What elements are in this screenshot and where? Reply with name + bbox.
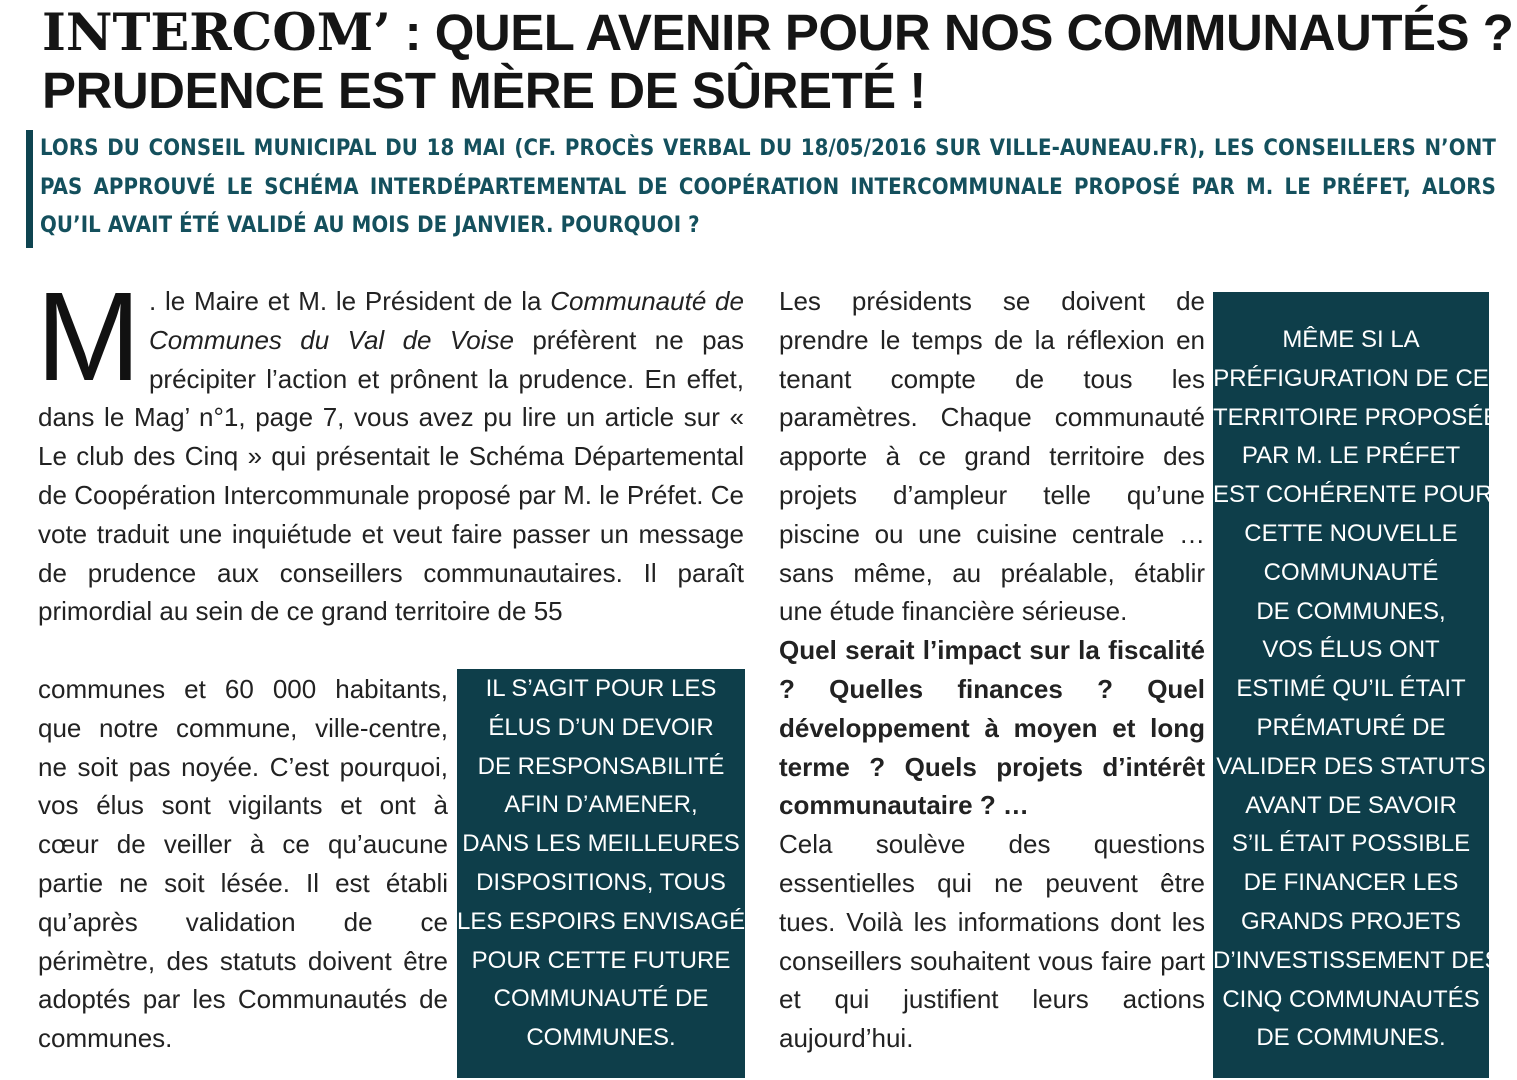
col1-narrow-text: communes et 60 000 habitants, que notre commune, ville-centre, ne soit pas noyée. C’est pourquoi, vos élus sont vigilants et ont à cœur de veiller à ce qu’aucune partie ne soit lésée. Il est établi qu’après validation de ce périmètre, des statuts doivent être adoptés par les Communautés de communes.	[38, 674, 448, 1054]
pull-quote-line: AFIN D’AMENER,	[504, 791, 698, 819]
col2-text-1: Les présidents se doivent de prendre le temps de la réflexion en tenant compte de tous les paramètres. Chaque communauté apporte à ce grand territoire des projets d’ampleur telle qu’une piscine ou une cuisine centrale … sans même, au préalable, établir une étude financière sérieuse.	[779, 286, 1205, 627]
pull-quote-line: GRANDS PROJETS	[1240, 907, 1462, 935]
title-line-1-rest: : QUEL AVENIR POUR NOS COMMUNAUTÉS ?	[390, 4, 1514, 61]
pull-quote-line: D’INVESTISSEMENT DES	[1213, 946, 1501, 974]
pull-quote-line: DISPOSITIONS, TOUS	[476, 868, 726, 896]
pull-quote-line: VALIDER DES STATUTS	[1216, 752, 1486, 780]
pull-quote-line: MÊME SI LA	[1282, 326, 1420, 353]
pull-quote-line: COMMUNAUTÉ	[1263, 558, 1439, 586]
column-1-top	[36, 266, 744, 631]
pull-quote-line: ESTIMÉ QU’IL ÉTAIT	[1236, 675, 1466, 703]
title-line-2: PRUDENCE EST MÈRE DE SÛRETÉ !	[42, 62, 926, 119]
column-1-bottom	[38, 670, 448, 1058]
pull-quote-line: POUR CETTE FUTURE	[471, 946, 731, 974]
title-line-1	[42, 3, 1514, 63]
pull-quote-box-2	[1213, 292, 1501, 1078]
col1-text-b: préfèrent ne pas précipiter l’action et prônent la prudence. En effet, dans le Mag’ n°1, page 7, vous avez pu lire un article sur « Le club des Cinq » qui présentait le Schéma Départemental de Coopération Intercommunale proposé par M. le Préfet. Ce vote traduit une inquiétude et veut faire passer un message de prudence aux conseillers communautaires. Il paraît primordial au sein de ce grand territoire de 55	[38, 324, 744, 627]
pull-quote-line: EST COHÉRENTE POUR	[1213, 481, 1493, 509]
pull-quote-line: VOS ÉLUS ONT	[1262, 636, 1440, 664]
pull-quote-line: AVANT DE SAVOIR	[1245, 791, 1457, 819]
article-title	[42, 3, 1514, 120]
pull-quote-line: DE COMMUNES.	[1256, 1024, 1446, 1052]
pull-quote-line: DE FINANCER LES	[1243, 869, 1459, 897]
pull-quote-line: DANS LES MEILLEURES	[462, 830, 740, 858]
pull-quote-line: LES ESPOIRS ENVISAGÉS	[457, 907, 762, 935]
pull-quote-line: PRÉFIGURATION DE CE	[1213, 364, 1489, 392]
pull-quote-line: TERRITOIRE PROPOSÉE	[1213, 403, 1500, 431]
column-2	[779, 282, 1205, 1058]
pull-quote-line: S’IL ÉTAIT POSSIBLE	[1231, 830, 1471, 858]
pull-quote-line: PRÉMATURÉ DE	[1256, 713, 1446, 741]
pull-quote-line: DE RESPONSABILITÉ	[477, 752, 725, 780]
pull-quote-line: IL S’AGIT POUR LES	[485, 675, 717, 702]
article-lead: LORS DU CONSEIL MUNICIPAL DU 18 MAI (CF. PROCÈS VERBAL DU 18/05/2016 SUR VILLE-AUNEAU.FR), LES CONSEILLERS N’ONT PAS APPROUVÉ LE SCHÉMA INTERDÉPARTEMENTAL DE COOPÉRATION INTERCOMMUNALE PROPOSÉ PAR M. LE PRÉFET, ALORS QU’IL AVAIT ÉTÉ VALIDÉ AU MOIS DE JANVIER. POURQUOI ?	[26, 130, 1496, 248]
col1-italic: Communauté de Communes du Val de Voise	[148, 286, 744, 355]
pull-quote-line: DE COMMUNES,	[1256, 597, 1446, 625]
pull-quote-box-1	[457, 669, 762, 1078]
drop-cap: M	[36, 266, 141, 407]
pull-quote-line: CETTE NOUVELLE	[1244, 519, 1458, 547]
pull-quote-line: PAR M. LE PRÉFET	[1241, 442, 1461, 470]
pull-quote-line: COMMUNES.	[526, 1024, 676, 1052]
pull-quote-line: COMMUNAUTÉ DE	[493, 985, 709, 1013]
pull-quote-line: ÉLUS D’UN DEVOIR	[488, 713, 714, 741]
title-keyword: INTERCOM’	[42, 3, 391, 63]
col1-text-a: . le Maire et M. le Président de la	[148, 286, 551, 316]
pull-quote-line: CINQ COMMUNAUTÉS	[1222, 985, 1480, 1013]
col2-questions: Quel serait l’impact sur la fiscalité ? Quelles finances ? Quel développement à moyen et long terme ? Quels projets d’intérêt communautaire ? …	[779, 635, 1205, 821]
col2-text-2: Cela soulève des questions essentielles qui ne peuvent être tues. Voilà les informations dont les conseillers souhaitent vous faire part et qui justifient leurs actions aujourd’hui.	[779, 829, 1205, 1054]
